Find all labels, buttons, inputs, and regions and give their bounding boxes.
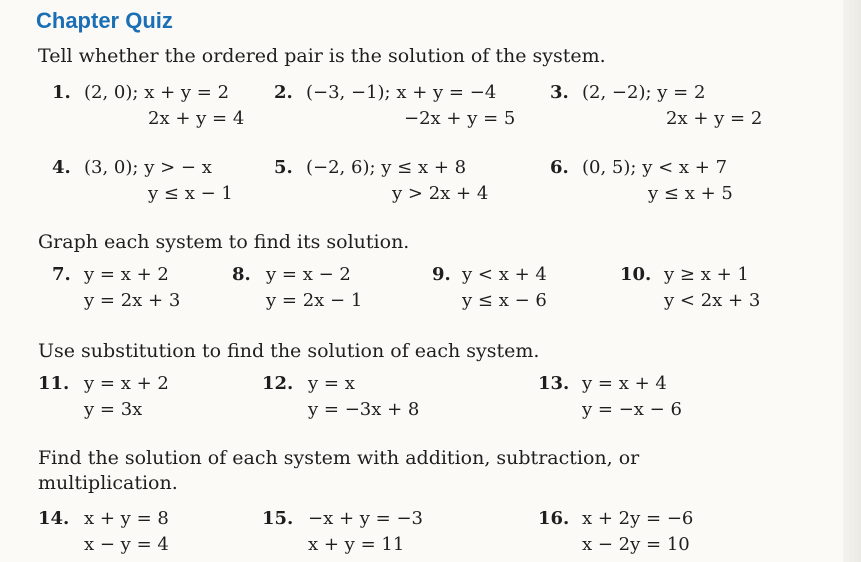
- section-heading-elimination: [38, 446, 639, 496]
- problem-16: [538, 506, 694, 558]
- equation-1: y = x + 4: [582, 373, 667, 394]
- section-heading-ordered-pair: Tell whether the ordered pair is the solution of the system.: [38, 45, 606, 67]
- ordered-pair: (2, −2);: [582, 82, 652, 103]
- equation-1: y = x + 2: [84, 373, 169, 394]
- problem-5: [274, 155, 489, 207]
- section-heading-graph: Graph each system to find its solution.: [38, 231, 410, 253]
- ordered-pair: (−3, −1);: [306, 82, 391, 103]
- equation-1: x + y = 8: [84, 508, 169, 529]
- problem-6: [550, 155, 733, 207]
- equation-2: y ≤ x − 6: [462, 290, 547, 311]
- problem-number: 1.: [52, 82, 71, 103]
- problem-number: 10.: [620, 264, 652, 285]
- problem-number: 4.: [52, 157, 71, 178]
- problem-number: 15.: [262, 508, 294, 529]
- problem-number: 8.: [232, 264, 251, 285]
- problem-number: 16.: [538, 508, 570, 529]
- ordered-pair: (0, 5);: [582, 157, 637, 178]
- equation-2: y = 3x: [84, 399, 143, 420]
- problem-number: 2.: [274, 82, 293, 103]
- problem-2: [274, 80, 516, 132]
- problem-number: 9.: [432, 264, 451, 285]
- problem-number: 11.: [38, 373, 70, 394]
- page-title: Chapter Quiz: [36, 8, 173, 33]
- equation-2: y = 2x + 3: [84, 290, 181, 311]
- problem-15: [262, 506, 423, 558]
- problem-number: 13.: [538, 373, 570, 394]
- problem-14: [38, 506, 169, 558]
- problem-9: [432, 262, 547, 314]
- problem-12: [262, 371, 420, 423]
- equation-2: −2x + y = 5: [404, 108, 516, 129]
- equation-1: x + 2y = −6: [582, 508, 694, 529]
- equation-2: y = 2x − 1: [266, 290, 363, 311]
- problem-number: 3.: [550, 82, 569, 103]
- problem-number: 6.: [550, 157, 569, 178]
- problem-11: [38, 371, 169, 423]
- problem-10: [620, 262, 761, 314]
- equation-1: y = x + 2: [84, 264, 169, 285]
- equation-2: y = −3x + 8: [308, 399, 420, 420]
- equation-2: y < 2x + 3: [664, 290, 761, 311]
- equation-1: y = x: [308, 373, 355, 394]
- problem-number: 5.: [274, 157, 293, 178]
- equation-2: y ≤ x − 1: [148, 183, 233, 204]
- problem-number: 14.: [38, 508, 70, 529]
- problem-1: [52, 80, 245, 132]
- equation-1: y > − x: [144, 157, 212, 178]
- equation-2: x − 2y = 10: [582, 534, 690, 555]
- equation-2: y = −x − 6: [582, 399, 682, 420]
- problem-7: [52, 262, 181, 314]
- equation-2: y ≤ x + 5: [648, 183, 733, 204]
- page-edge-shadow: [843, 0, 861, 562]
- equation-1: x + y = −4: [396, 82, 497, 103]
- problem-4: [52, 155, 233, 207]
- equation-1: y ≥ x + 1: [664, 264, 749, 285]
- equation-2: 2x + y = 4: [148, 108, 245, 129]
- equation-2: x + y = 11: [308, 534, 405, 555]
- equation-1: y < x + 7: [642, 157, 728, 178]
- problem-number: 12.: [262, 373, 294, 394]
- equation-1: y < x + 4: [462, 264, 547, 285]
- problem-13: [538, 371, 682, 423]
- heading-line-1: Find the solution of each system with addition, subtraction, or: [38, 447, 640, 469]
- ordered-pair: (2, 0);: [84, 82, 139, 103]
- equation-1: y = 2: [657, 82, 706, 103]
- equation-1: −x + y = −3: [308, 508, 423, 529]
- problem-8: [232, 262, 363, 314]
- ordered-pair: (3, 0);: [84, 157, 139, 178]
- equation-1: y = x − 2: [266, 264, 351, 285]
- equation-2: 2x + y = 2: [666, 108, 763, 129]
- problem-number: 7.: [52, 264, 71, 285]
- ordered-pair: (−2, 6);: [306, 157, 376, 178]
- section-heading-substitution: Use substitution to find the solution of each system.: [38, 340, 540, 362]
- equation-1: y ≤ x + 8: [381, 157, 467, 178]
- equation-2: y > 2x + 4: [392, 183, 489, 204]
- equation-1: x + y = 2: [144, 82, 230, 103]
- equation-2: x − y = 4: [84, 534, 169, 555]
- problem-3: [550, 80, 763, 132]
- heading-line-2: multiplication.: [38, 472, 178, 494]
